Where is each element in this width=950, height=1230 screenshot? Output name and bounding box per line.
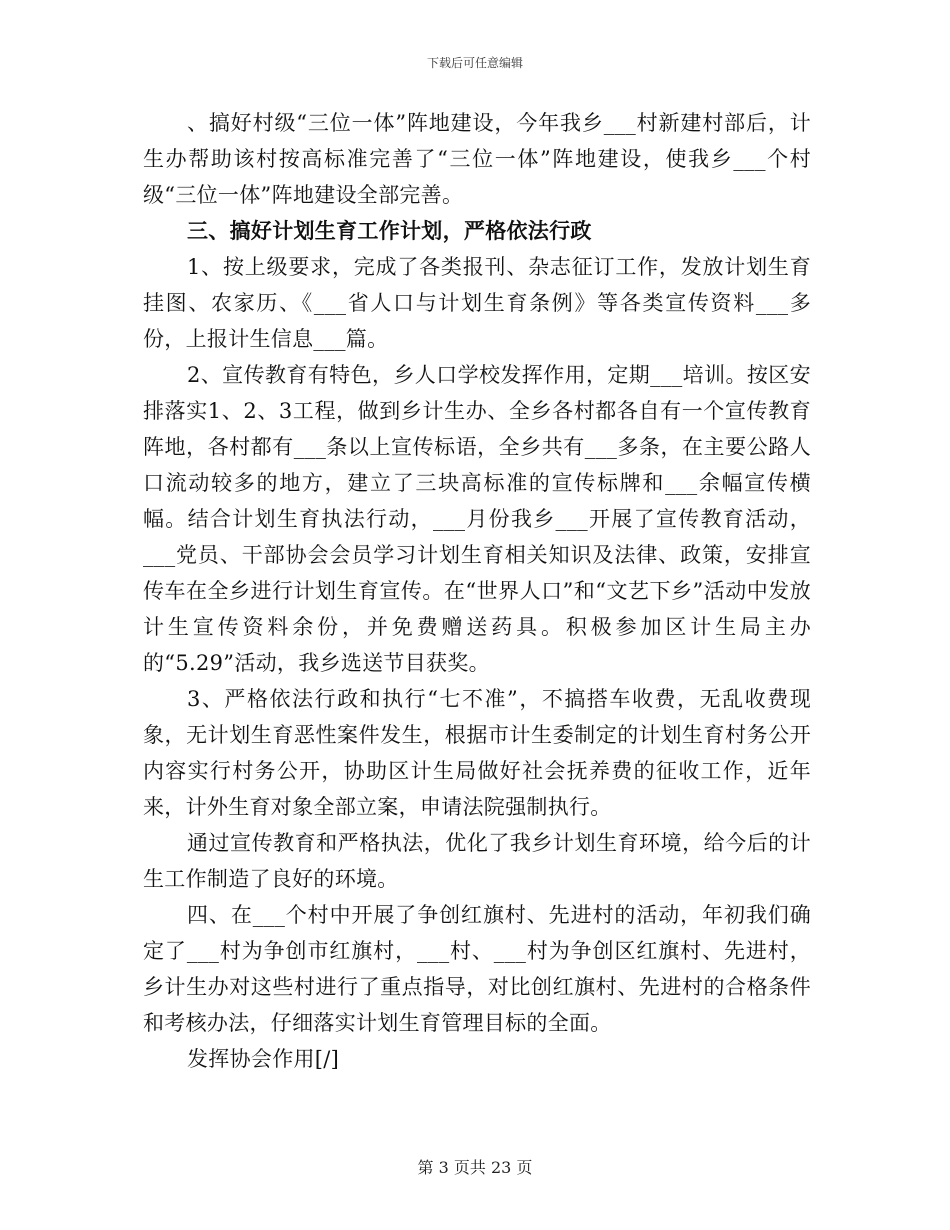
paragraph-position-building: 、搞好村级“三位一体”阵地建设，今年我乡___村新建村部后，计生办帮助该村按高标准完善了“三位一体”阵地建设，使我乡___个村级“三位一体”阵地建设全部完善。: [143, 111, 811, 207]
paragraph-item-3: 3、严格依法行政和执行“七不准”，不搞搭车收费，无乱收费现象，无计划生育恶性案件发生，根据市计生委制定的计划生育村务公开内容实行村务公开，协助区计生局做好社会抚养费的征收工作，近年来，计外生育对象全部立案，申请法院强制执行。: [143, 687, 811, 819]
paragraph-summary: 通过宣传教育和严格执法，优化了我乡计划生育环境，给今后的计生工作制造了良好的环境。: [143, 831, 811, 891]
paragraph-item-2: 2、宣传教育有特色，乡人口学校发挥作用，定期___培训。按区安排落实1、2、3工程，做到乡计生办、全乡各村都各自有一个宣传教育阵地，各村都有___条以上宣传标语，全乡共有___多条，在主要公路人口流动较多的地方，建立了三块高标准的宣传标牌和___余幅宣传横幅。结合计划生育执法行动，___月份我乡___开展了宣传教育活动，___党员、干部协会会员学习计划生育相关知识及法律、政策，安排宣传车在全乡进行计划生育宣传。在“世界人口”和“文艺下乡”活动中发放计生宣传资料余份，并免费赠送药具。积极参加区计生局主办的“5.29”活动，我乡选送节目获奖。: [143, 363, 811, 675]
document-body: [143, 105, 811, 1077]
paragraph-association: 发挥协会作用[/]: [187, 1047, 340, 1071]
paragraph-item-1: 1、按上级要求，完成了各类报刊、杂志征订工作，发放计划生育挂图、农家历、《___省人口与计划生育条例》等各类宣传资料___多份，上报计生信息___篇。: [143, 255, 811, 351]
paragraph-section-four: 四、在___个村中开展了争创红旗村、先进村的活动，年初我们确定了___村为争创市红旗村，___村、___村为争创区红旗村、先进村，乡计生办对这些村进行了重点指导，对比创红旗村、先进村的合格条件和考核办法，仔细落实计划生育管理目标的全面。: [143, 903, 811, 1035]
page-footer: 第 3 页共 23 页: [417, 1158, 533, 1177]
page-header: 下载后可任意编辑: [426, 56, 523, 70]
section-heading-three: 三、搞好计划生育工作计划，严格依法行政: [187, 219, 592, 243]
